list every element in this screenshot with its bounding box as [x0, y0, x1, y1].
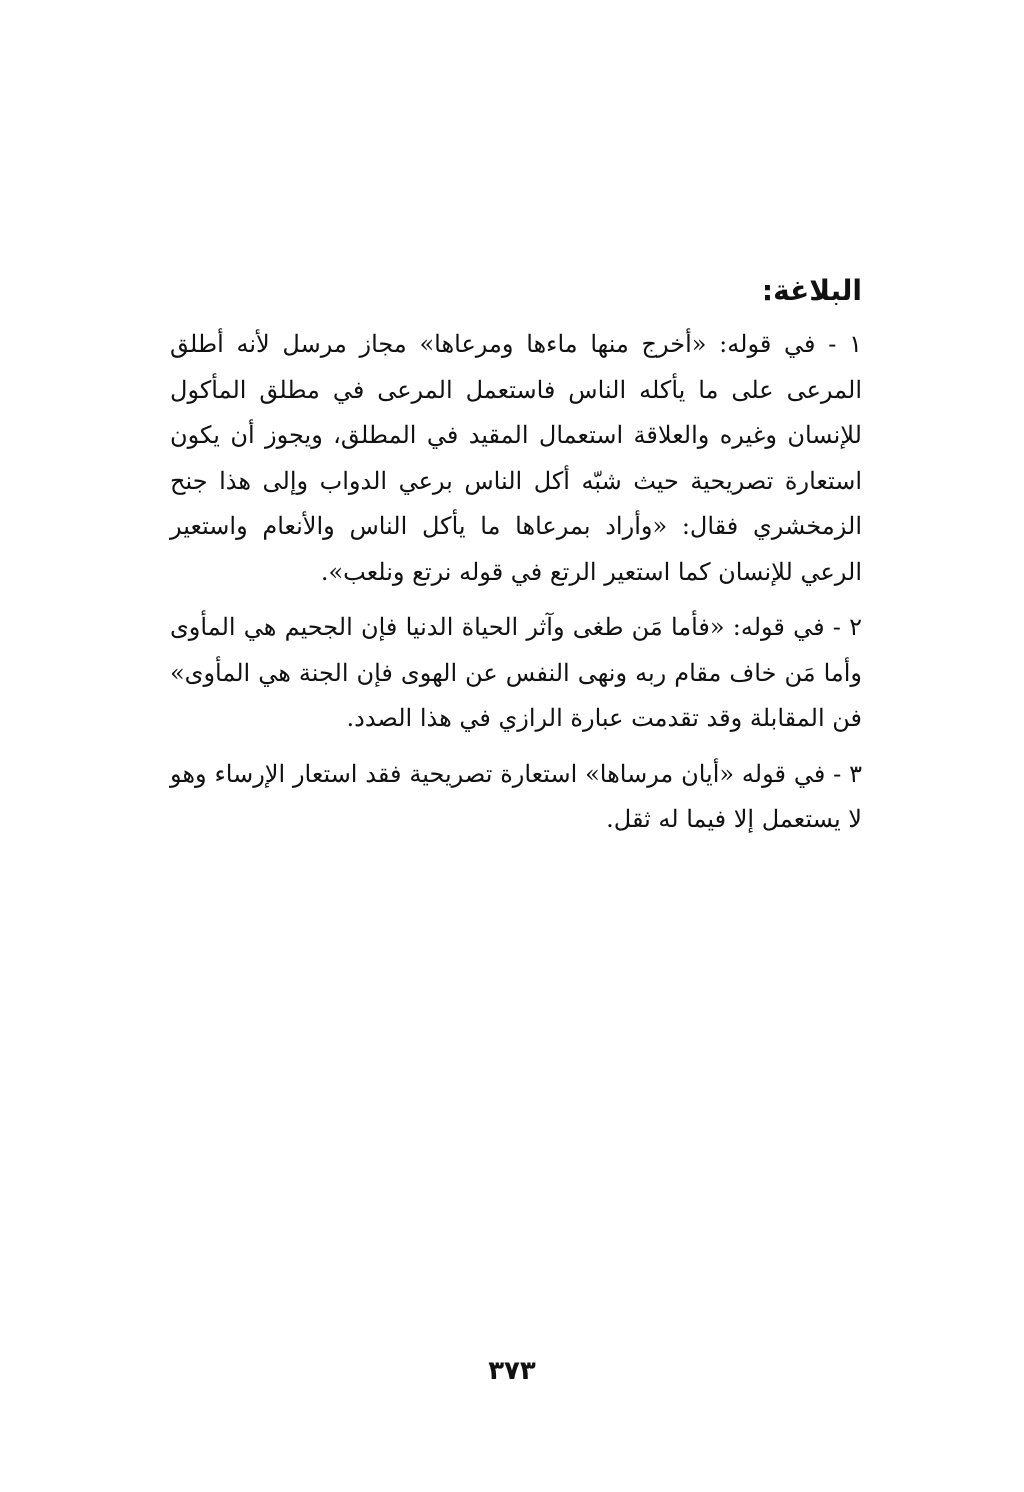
paragraph-number: ٣ -	[833, 759, 862, 788]
paragraph-text: في قوله «أيان مرساها» استعارة تصريحية فقد استعار الإرساء وهو لا يستعمل إلا فيما له ثقل.	[170, 759, 862, 833]
paragraph-2	[170, 605, 862, 742]
paragraph-number: ١ -	[828, 330, 862, 358]
paragraph-number: ٢ -	[832, 613, 862, 641]
paragraph-3	[170, 752, 862, 843]
paragraph-1	[170, 322, 862, 595]
page-content	[170, 268, 862, 853]
paragraph-text: في قوله: «فأما مَن طغى وآثر الحياة الدنيا فإن الجحيم هي المأوى وأما مَن خاف مقام ربه ونهى النفس عن الهوى فإن الجنة هي المأوى» فن المقابلة وقد تقدمت عبارة الرازي في هذا الصدد.	[170, 613, 862, 732]
section-heading: البلاغة:	[761, 274, 862, 307]
paragraph-text: في قوله: «أخرج منها ماءها ومرعاها» مجاز مرسل لأنه أطلق المرعى على ما يأكله الناس فاستعمل المرعى في مطلق المأكول للإنسان وغيره والعلاقة استعمال المقيد في المطلق، ويجوز أن يكون استعارة تصريحية حيث شبّه أكل الناس برعي الدواب وإلى هذا جنح الزمخشري فقال: «وأراد بمرعاها ما يأكل الناس والأنعام واستعير الرعي للإنسان كما استعير الرتع في قوله نرتع ونلعب».	[170, 330, 862, 586]
page-number: ٣٧٣	[488, 1356, 536, 1386]
